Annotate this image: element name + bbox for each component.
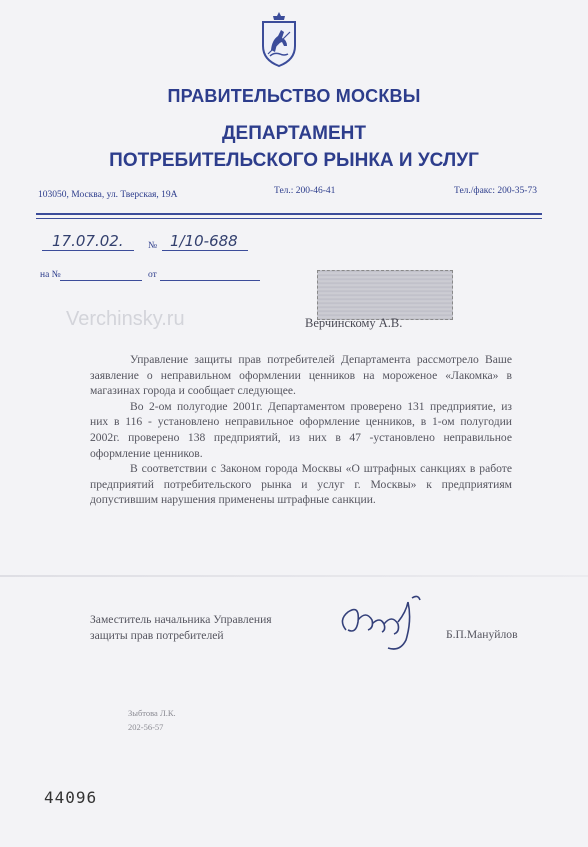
redacted-address (317, 270, 453, 320)
header-rule-thin (36, 218, 542, 219)
handwritten-signature (328, 590, 438, 654)
executor-phone: 202-56-57 (128, 722, 164, 732)
number-label: № (148, 241, 158, 251)
header-rule (36, 213, 542, 215)
reply-to-label: на № (40, 270, 61, 280)
executor-info (128, 706, 176, 734)
reply-from-underline (160, 280, 260, 281)
reply-from-label: от (148, 270, 157, 280)
org-fax: Тел./факс: 200-35-73 (454, 186, 537, 196)
body-paragraph-1: Управление защиты прав потребителей Департамента рассмотрело Ваше заявление о неправильном оформлении ценников на мороженое «Лакомка» в магазинах города и сообщает следующее. (90, 353, 512, 398)
org-department-line2: ПОТРЕБИТЕЛЬСКОГО РЫНКА И УСЛУГ (109, 150, 479, 171)
document-number-stamp: 44096 (44, 788, 98, 807)
date-underline (42, 250, 134, 251)
signatory-role (90, 612, 272, 644)
moscow-coat-of-arms-icon (260, 10, 298, 68)
org-address: 103050, Москва, ул. Тверская, 19А (38, 190, 178, 200)
signatory-name: Б.П.Мануйлов (446, 628, 518, 641)
letter-body (90, 352, 512, 508)
reply-to-underline (60, 280, 142, 281)
body-paragraph-2: Во 2-ом полугодие 2001г. Департаментом проверено 131 предприятие, из них в 116 - установлено неправильное оформление ценников, в 1-ом полугодии 2002г. проверено 138 предприятий, из них в 47 -установлено неправильное оформление ценников. (90, 399, 512, 460)
executor-name: Зыбтова Л.К. (128, 708, 176, 718)
number-underline (162, 250, 248, 251)
watermark: Verchinsky.ru (66, 308, 185, 330)
signatory-role-line1: Заместитель начальника Управления (90, 613, 272, 626)
org-department (0, 120, 588, 174)
letter-date: 17.07.02. (52, 232, 124, 250)
paper-fold (0, 575, 588, 577)
letter-number: 1/10-688 (170, 232, 238, 250)
org-government: ПРАВИТЕЛЬСТВО МОСКВЫ (167, 86, 421, 106)
addressee: Верчинскому А.В. (305, 316, 403, 330)
org-phone: Тел.: 200-46-41 (274, 186, 336, 196)
org-department-line1: ДЕПАРТАМЕНТ (222, 123, 366, 144)
body-paragraph-3: В соответствии с Законом города Москвы «О штрафных санкциях в работе предприятий потребительского рынка и услуг г. Москвы» к предприятиям допустившим нарушения применены штрафные санкции. (90, 462, 512, 507)
signatory-role-line2: защиты прав потребителей (90, 629, 224, 642)
